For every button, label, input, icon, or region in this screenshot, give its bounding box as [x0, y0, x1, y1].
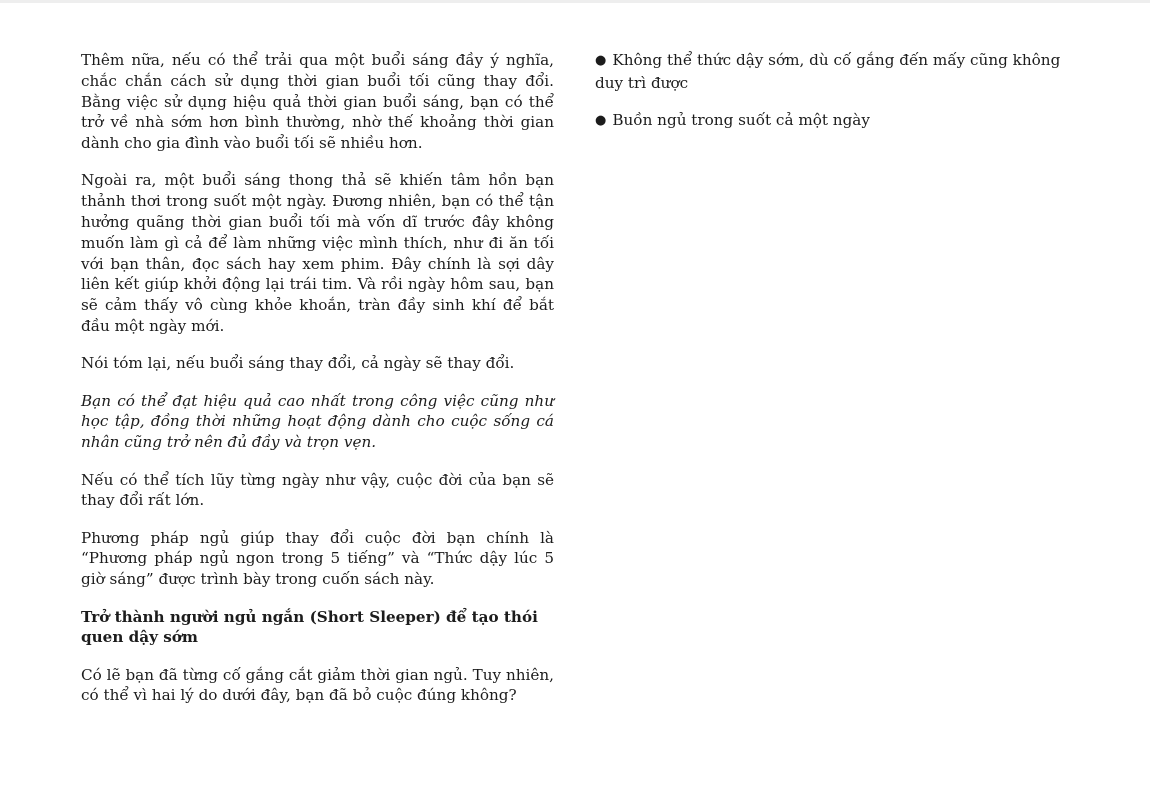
bullet-item [595, 110, 1075, 133]
bullet-text: Không thể thức dậy sớm, dù cố gắng đến mấy cũng không duy trì được [595, 51, 1061, 92]
bullet-icon: ● [595, 113, 607, 129]
bullet-item [595, 50, 1075, 94]
paragraph-evening-time: Thêm nữa, nếu có thể trải qua một buổi sáng đầy ý nghĩa, chắc chắn cách sử dụng thời gian buổi tối cũng thay đổi. Bằng việc sử dụng hiệu quả thời gian buổi sáng, bạn có thể trở về nhà sớm hơn bình thường, nhờ thế khoảng thời gian dành cho gia đình vào buổi tối sẽ nhiều hơn. [81, 51, 554, 153]
bullet-text: Buồn ngủ trong suốt cả một ngày [612, 111, 870, 130]
page-top-edge [0, 0, 1150, 3]
paragraph-summary: Nói tóm lại, nếu buổi sáng thay đổi, cả ngày sẽ thay đổi. [81, 354, 515, 373]
paragraph-cut-sleep: Có lẽ bạn đã từng cố gắng cắt giảm thời gian ngủ. Tuy nhiên, có thể vì hai lý do dưới đây, bạn đã bỏ cuộc đúng không? [81, 665, 554, 705]
bullet-icon: ● [595, 53, 607, 68]
right-text-column [595, 50, 1075, 149]
paragraph-accumulate: Nếu có thể tích lũy từng ngày như vậy, cuộc đời của bạn sẽ thay đổi rất lớn. [81, 470, 554, 510]
section-heading: Trở thành người ngủ ngắn (Short Sleeper) để tạo thói quen dậy sớm [81, 607, 538, 647]
paragraph-relaxed-morning: Ngoài ra, một buổi sáng thong thả sẽ khiến tâm hồn bạn thảnh thơi trong suốt một ngày. Đương nhiên, bạn có thể tận hưởng quãng thời gian buổi tối mà vốn dĩ trước đây không muốn làm gì cả để làm những việc mình thích, như đi ăn tối với bạn thân, đọc sách hay xem phim. Đây chính là sợi dây liên kết giúp khởi động lại trái tim. Và rồi ngày hôm sau, bạn sẽ cảm thấy vô cùng khỏe khoắn, tràn đầy sinh khí để bắt đầu một ngày mới. [81, 171, 554, 336]
left-text-column [81, 50, 554, 723]
paragraph-sleep-method: Phương pháp ngủ giúp thay đổi cuộc đời bạn chính là “Phương pháp ngủ ngon trong 5 tiếng” và “Thức dậy lúc 5 giờ sáng” được trình bày trong cuốn sách này. [81, 528, 554, 589]
paragraph-italic-highlight: Bạn có thể đạt hiệu quả cao nhất trong công việc cũng như học tập, đồng thời những hoạt động dành cho cuộc sống cá nhân cũng trở nên đủ đầy và trọn vẹn. [81, 391, 554, 452]
